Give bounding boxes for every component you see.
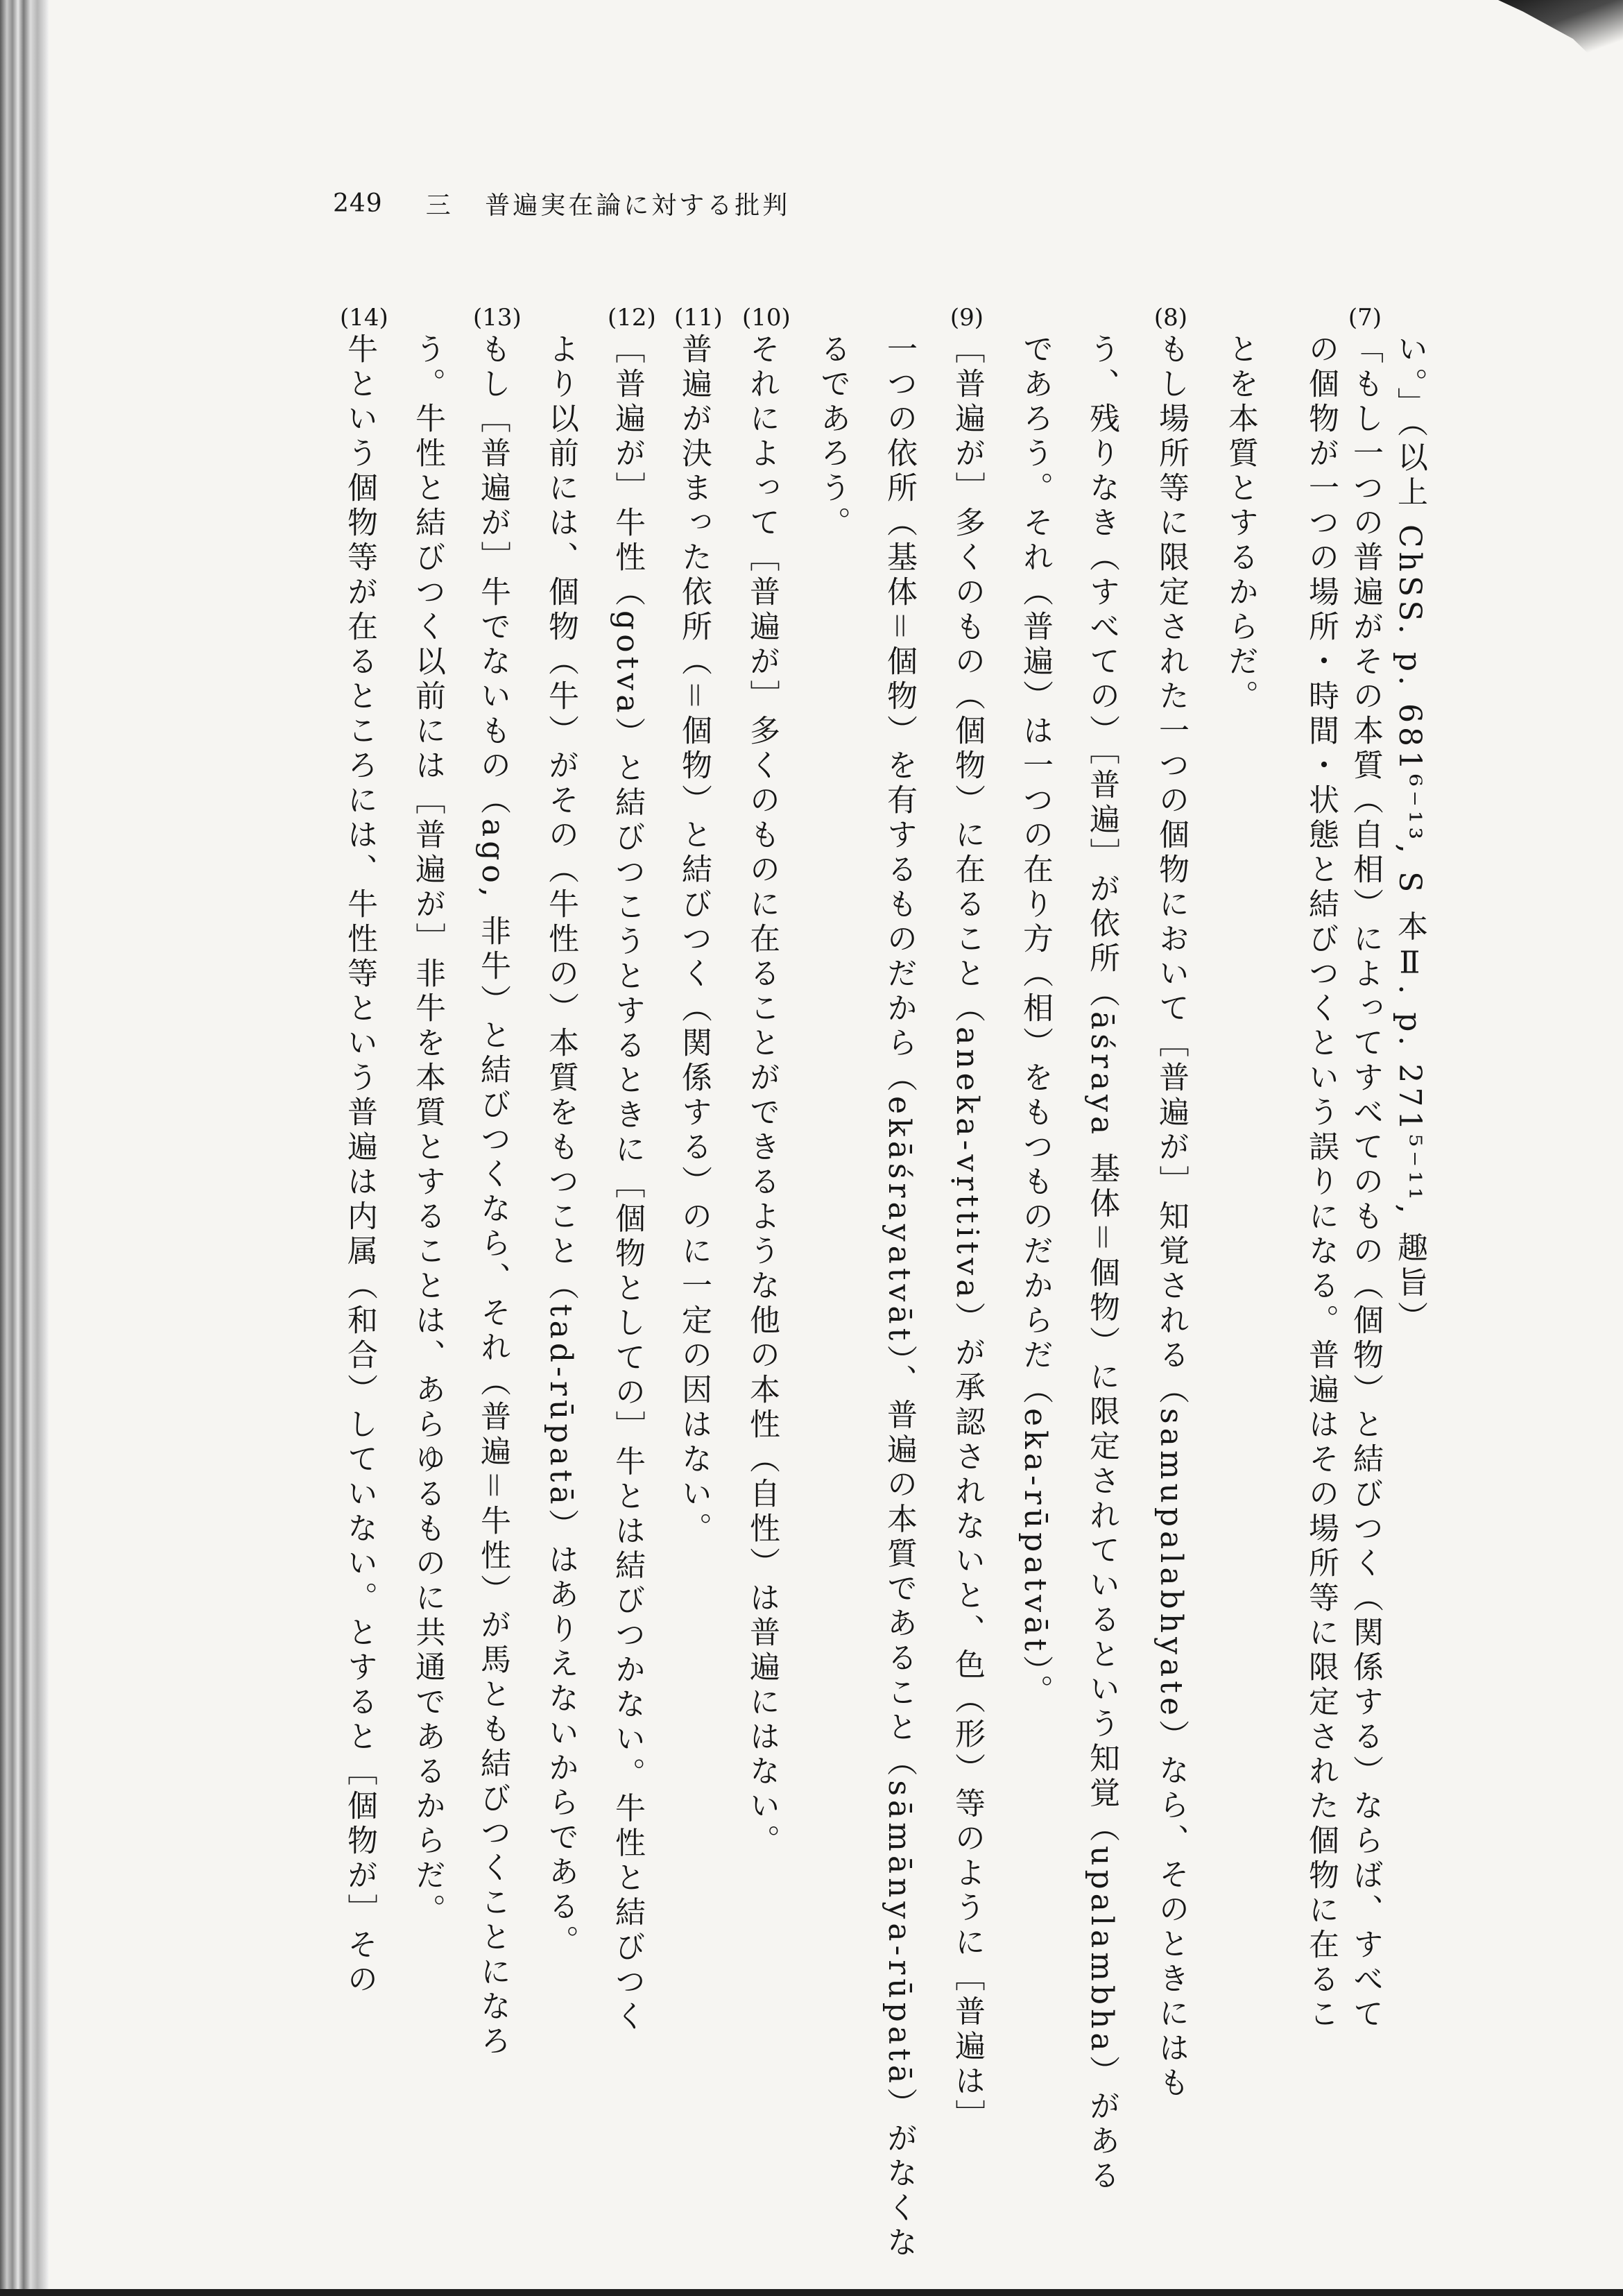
scan-bottom-edge: [0, 2289, 1623, 2296]
item-number: (13): [473, 304, 522, 332]
column-text: 「もし一つの普遍がその本質（自相）によってすべてのもの（個物）と結びつく（関係する）ならば、すべて: [1348, 333, 1383, 2032]
item-number: (11): [674, 304, 723, 332]
text-column: [742, 277, 791, 2136]
text-column: [1221, 277, 1260, 2136]
column-text: より以前には、個物（牛）がその（牛性の）本質をもつこと（tad-rūpatā）はありえないからである。: [543, 333, 578, 1960]
column-text: 普遍が決まった依所（＝個物）と結びつく（関係する）のに一定の因はない。: [676, 333, 712, 1547]
item-number: (10): [742, 304, 791, 332]
section-number: 三: [425, 191, 454, 220]
scan-corner-shadow: [1498, 0, 1623, 97]
item-number: (12): [608, 304, 656, 332]
column-text: ［普遍が］牛性（gotva）と結びつこうとするときに［個物としての］牛とは結びつかない。牛性と結びつく: [610, 333, 645, 2035]
section-heading: [426, 186, 790, 221]
column-text: とを本質とするからだ。: [1223, 333, 1258, 714]
column-text: もし［普遍が］牛でないもの（ago, 非牛）と結びつくなら、それ（普遍＝牛性）が馬とも結びつくことになろ: [475, 333, 510, 2059]
text-column: [473, 277, 522, 2136]
column-text: ［普遍が］多くのもの（個物）に在ること（aneka-vṛttitva）が承認されないと、色（形）等のように［普遍は］: [950, 333, 985, 2134]
text-column: [1301, 277, 1340, 2136]
text-column: [879, 277, 918, 2261]
text-column: [408, 277, 447, 2136]
column-text: 牛という個物等が在るところには、牛性等という普遍は内属（和合）していない。とすると［個物が］その: [342, 333, 377, 1998]
text-column: [1390, 277, 1429, 2136]
text-column: [608, 277, 656, 2136]
column-text: 一つの依所（基体＝個物）を有するものだから（ekāśrayatvāt）、普遍の本質であること（sāmānya-rūpatā）がなくな: [882, 333, 917, 2261]
column-text: う、残りなき（すべての）［普遍］が依所（āśraya 基体＝個物）に限定されているという知覚（upalambha）がある: [1084, 333, 1119, 2194]
scan-binding-edge: [0, 0, 49, 2296]
text-column: [1082, 277, 1121, 2194]
item-number: (14): [340, 304, 388, 332]
column-text: の個物が一つの場所・時間・状態と結びつくという誤りになる。普遍はその場所等に限定された個物に在るこ: [1303, 333, 1339, 2032]
text-column: [1346, 277, 1384, 2136]
column-text: い。」（以上 ChSS. p. 681⁶⁻¹³, S 本Ⅱ. p. 271⁵⁻¹¹, 趣旨）: [1392, 333, 1427, 1336]
text-column: [541, 277, 580, 2136]
text-column: [340, 277, 388, 2136]
text-column: [813, 277, 852, 2136]
item-number: (9): [950, 304, 984, 332]
column-text: う。牛性と結びつく以前には［普遍が］非牛を本質とすることは、あらゆるものに共通であるからだ。: [410, 333, 445, 1928]
column-text: もし場所等に限定された一つの個物において［普遍が］知覚される（samupalabhyate）なら、そのときにはも: [1153, 333, 1189, 2101]
page-number: 249: [333, 189, 383, 218]
item-number: (7): [1348, 304, 1382, 332]
text-column: [1151, 277, 1190, 2136]
text-column: [947, 277, 986, 2136]
column-text: るであろう。: [815, 333, 850, 541]
column-text: であろう。それ（普遍）は一つの在り方（相）をもつものだからだ（eka-rūpatvāt）。: [1017, 333, 1053, 1710]
text-column: [674, 277, 723, 2136]
item-number: (8): [1153, 304, 1188, 332]
column-text: それによって［普遍が］多くのものに在ることができるような他の本性（自性）は普遍にはない。: [744, 333, 780, 1859]
section-title: 普遍実在論に対する批判: [485, 191, 791, 220]
running-header: [333, 186, 790, 221]
text-column: [1015, 277, 1054, 2136]
